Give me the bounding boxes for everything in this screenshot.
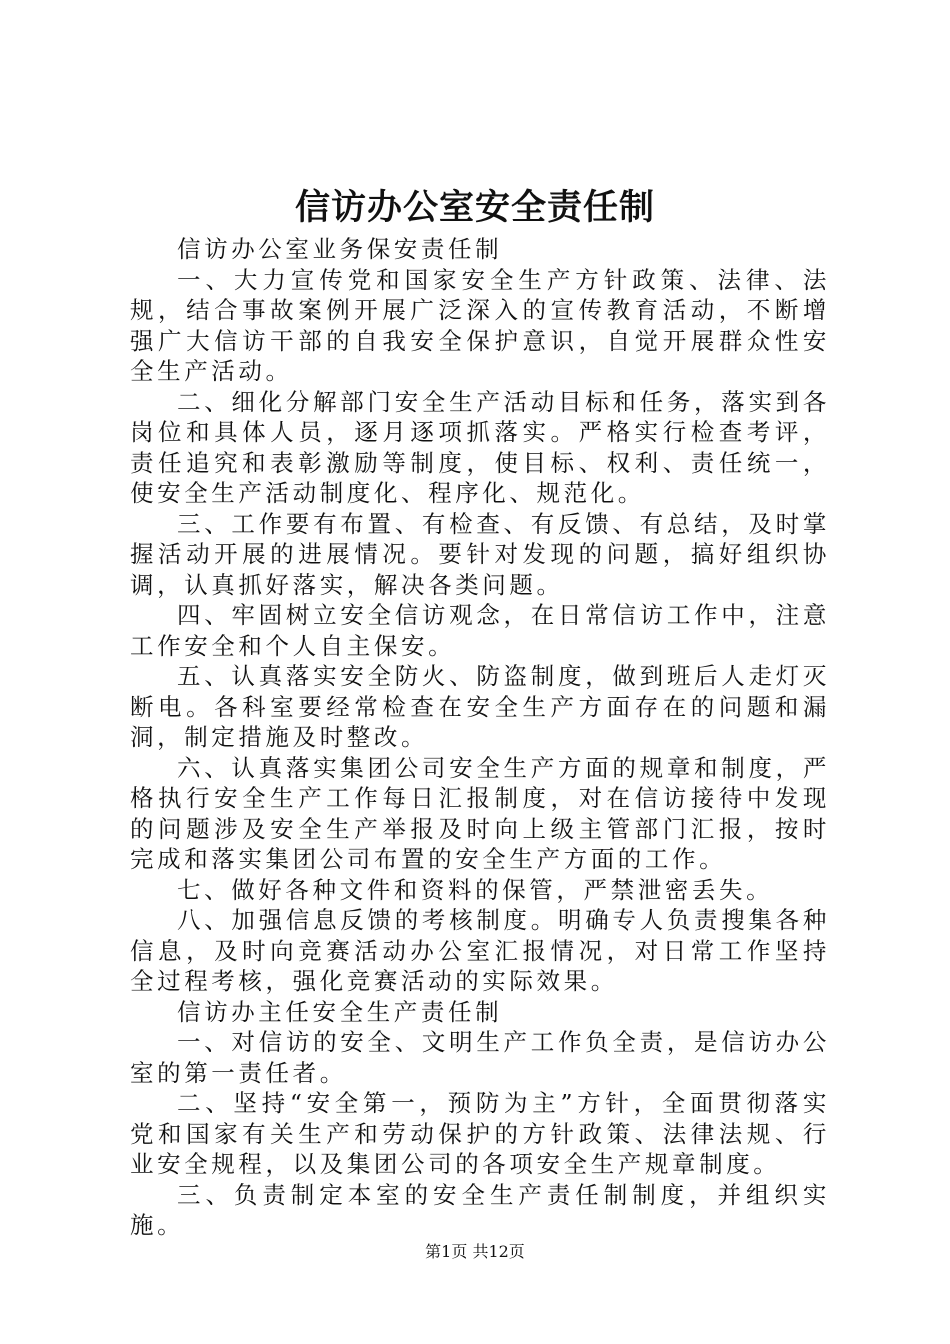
paragraph: 三、工作要有布置、有检查、有反馈、有总结，及时掌握活动开展的进展情况。要针对发现的问题，搞好组织协调，认真抓好落实，解决各类问题。 [130, 509, 830, 599]
page-footer: 第1页 共12页 [425, 1242, 525, 1261]
paragraph: 七、做好各种文件和资料的保管，严禁泄密丢失。 [177, 875, 774, 904]
section-heading: 信访办主任安全生产责任制 [177, 997, 503, 1026]
paragraph: 四、牢固树立安全信访观念，在日常信访工作中，注意工作安全和个人自主保安。 [130, 601, 830, 660]
paragraph: 二、坚持“安全第一，预防为主”方针，全面贯彻落实党和国家有关生产和劳动保护的方针政策、法律法规、行业安全规程，以及集团公司的各项安全生产规章制度。 [130, 1089, 830, 1178]
paragraph: 六、认真落实集团公司安全生产方面的规章和制度，严格执行安全生产工作每日汇报制度，对在信访接待中发现的问题涉及安全生产举报及时向上级主管部门汇报，按时完成和落实集团公司布置的安全生产方面的工作。 [130, 753, 830, 873]
paragraph: 五、认真落实安全防火、防盗制度，做到班后人走灯灭断电。各科室要经常检查在安全生产方面存在的问题和漏洞，制定措施及时整改。 [130, 662, 830, 751]
paragraph: 二、细化分解部门安全生产活动目标和任务，落实到各岗位和具体人员，逐月逐项抓落实。严格实行检查考评，责任追究和表彰激励等制度，使目标、权利、责任统一，使安全生产活动制度化、程序化、规范化。 [130, 387, 830, 507]
paragraph: 八、加强信息反馈的考核制度。明确专人负责搜集各种信息，及时向竞赛活动办公室汇报情况，对日常工作坚持全过程考核，强化竞赛活动的实际效果。 [130, 906, 830, 995]
paragraph: 一、对信访的安全、文明生产工作负全责，是信访办公室的第一责任者。 [130, 1028, 830, 1087]
paragraph: 一、大力宣传党和国家安全生产方针政策、法律、法规，结合事故案例开展广泛深入的宣传教育活动，不断增强广大信访干部的自我安全保护意识，自觉开展群众性安全生产活动。 [130, 265, 830, 385]
paragraph: 三、负责制定本室的安全生产责任制制度，并组织实施。 [130, 1180, 830, 1239]
document-title: 信访办公室安全责任制 [294, 187, 655, 228]
document-body [130, 234, 830, 1241]
section-heading: 信访办公室业务保安责任制 [177, 235, 503, 263]
